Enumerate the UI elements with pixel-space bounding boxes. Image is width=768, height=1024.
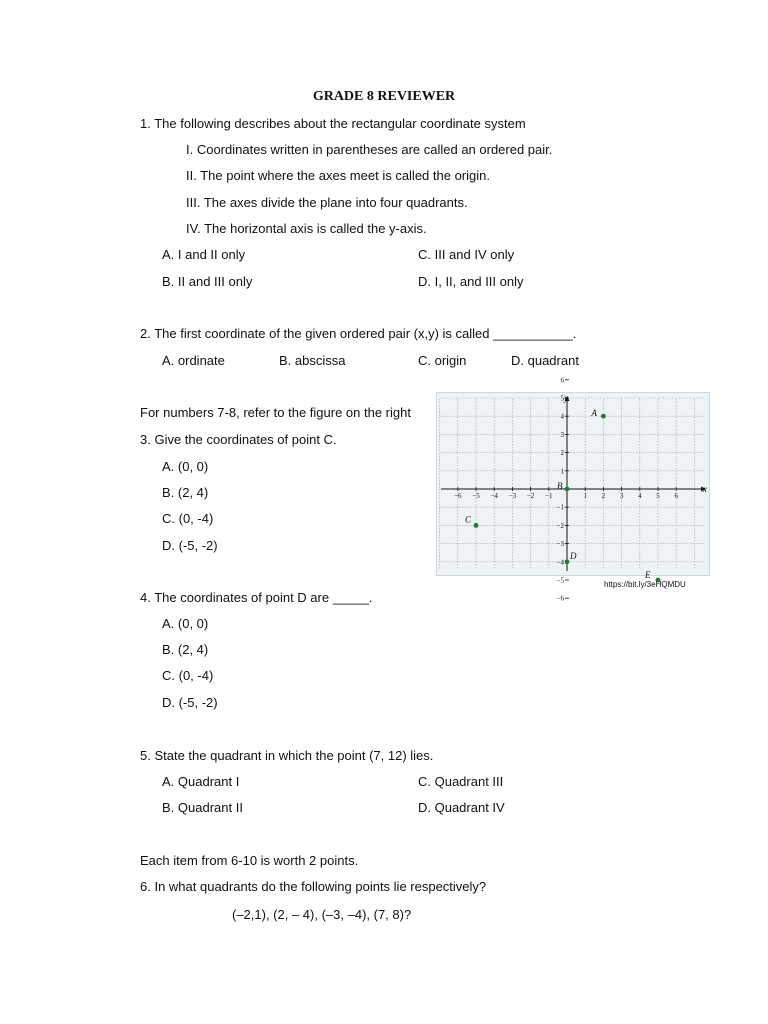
point-b-marker — [565, 487, 570, 492]
q1-choice-b: B. II and III only — [162, 274, 253, 289]
q3-choice-a: A. (0, 0) — [162, 459, 209, 474]
q5-choice-d: D. Quadrant IV — [418, 800, 505, 815]
y-tick-label: −5 — [556, 576, 564, 585]
y-tick-label: −6 — [556, 594, 564, 603]
q3-choice-b: B. (2, 4) — [162, 485, 209, 500]
y-tick-label: −1 — [556, 503, 564, 512]
q4-choice-d: D. (-5, -2) — [162, 695, 218, 710]
y-tick-label: 5 — [560, 394, 564, 403]
q3-choice-d: D. (-5, -2) — [162, 538, 218, 553]
q5-choice-c: C. Quadrant III — [418, 774, 504, 789]
point-b-label: B — [557, 481, 563, 491]
x-tick-label: −1 — [545, 492, 553, 500]
y-tick-label: −3 — [556, 540, 564, 549]
question-3-stem: 3. Give the coordinates of point C. — [140, 432, 337, 447]
y-tick-label: −2 — [556, 521, 564, 530]
y-tick-label: −4 — [556, 558, 564, 567]
question-6-stem: 6. In what quadrants do the following points lie respectively? — [140, 879, 487, 894]
y-tick-label: 1 — [560, 467, 564, 476]
q1-statement: IV. The horizontal axis is called the y-axis. — [186, 221, 427, 236]
question-2-stem: 2. The first coordinate of the given ordered pair (x,y) is called ___________. — [140, 326, 577, 341]
point-c-label: C — [465, 514, 472, 525]
q2-choice-d: D. quadrant — [511, 353, 579, 368]
x-tick-label: −4 — [490, 492, 498, 500]
y-tick-label: 3 — [560, 430, 564, 439]
point-c-marker — [474, 523, 479, 528]
q1-choice-a: A. I and II only — [162, 247, 246, 262]
point-d-marker — [565, 559, 570, 564]
q4-choice-b: B. (2, 4) — [162, 642, 209, 657]
q1-choice-d: D. I, II, and III only — [418, 274, 524, 289]
x-tick-label: 4 — [638, 492, 642, 500]
point-e-label: E — [645, 570, 651, 580]
question-1-stem: 1. The following describes about the rectangular coordinate system — [140, 116, 526, 131]
x-tick-label: 2 — [601, 492, 606, 500]
figure-intro: For numbers 7-8, refer to the figure on the right — [140, 405, 411, 420]
q1-statement: III. The axes divide the plane into four quadrants. — [186, 195, 468, 210]
q1-statement: II. The point where the axes meet is called the origin. — [186, 168, 490, 183]
q1-statement: I. Coordinates written in parentheses are called an ordered pair. — [186, 142, 553, 157]
scoring-note: Each item from 6-10 is worth 2 points. — [140, 853, 359, 868]
q3-choice-c: C. (0, -4) — [162, 511, 214, 526]
y-axis-label: y — [564, 393, 568, 403]
x-tick-label: −2 — [526, 492, 535, 500]
question-4-stem: 4. The coordinates of point D are _____. — [140, 590, 373, 605]
x-tick-label: −6 — [454, 492, 462, 500]
q6-points: (–2,1), (2, – 4), (–3, –4), (7, 8)? — [232, 907, 412, 922]
x-tick-label: 5 — [656, 492, 660, 500]
figure-source-link[interactable]: https://bit.ly/3eHQMDU — [604, 580, 686, 589]
x-tick-label: 6 — [674, 492, 678, 500]
q5-choice-b: B. Quadrant II — [162, 800, 243, 815]
q5-choice-a: A. Quadrant I — [162, 774, 240, 789]
q2-choice-a: A. ordinate — [162, 353, 225, 368]
y-tick-label: 6 — [560, 376, 564, 385]
q1-choice-c: C. III and IV only — [418, 247, 515, 262]
x-tick-label: 1 — [583, 492, 587, 500]
page-title: GRADE 8 REVIEWER — [312, 89, 456, 104]
q2-choice-c: C. origin — [418, 353, 467, 368]
y-tick-label: 2 — [560, 449, 564, 458]
x-tick-label: 3 — [619, 492, 624, 500]
point-d-label: D — [570, 550, 577, 561]
q4-choice-c: C. (0, -4) — [162, 668, 214, 683]
point-a-label: A — [591, 408, 597, 419]
x-tick-label: −5 — [472, 492, 480, 500]
question-5-stem: 5. State the quadrant in which the point (7, 12) lies. — [140, 748, 434, 763]
x-tick-label: −3 — [508, 492, 517, 500]
q4-choice-a: A. (0, 0) — [162, 616, 209, 631]
q2-choice-b: B. abscissa — [279, 353, 346, 368]
point-a-marker — [601, 414, 606, 419]
y-tick-label: 4 — [560, 412, 564, 421]
x-axis-label: x — [703, 484, 707, 494]
